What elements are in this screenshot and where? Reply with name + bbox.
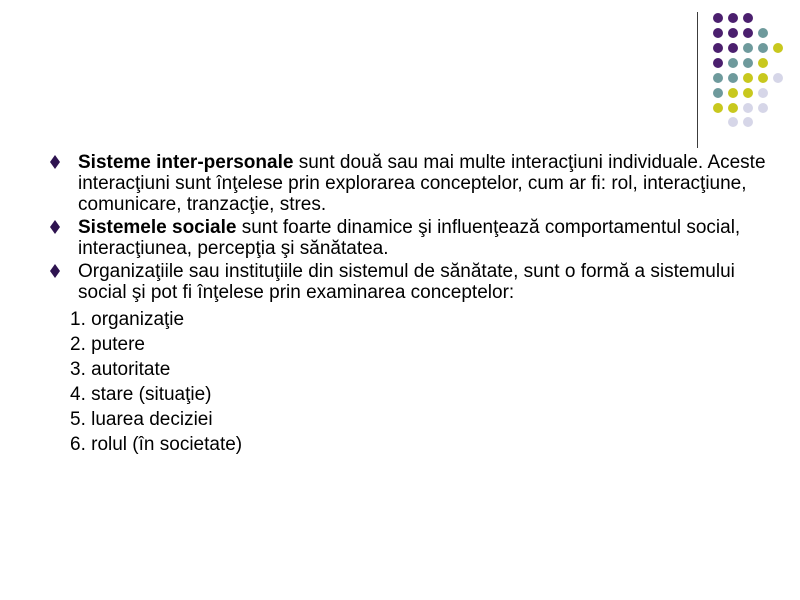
decorative-dot	[758, 58, 768, 68]
decorative-dot	[773, 73, 783, 83]
decorative-dot	[713, 103, 723, 113]
numbered-item: 4. stare (situaţie)	[70, 384, 212, 405]
decorative-dot	[758, 73, 768, 83]
bullet-item	[48, 217, 768, 259]
decorative-dot	[758, 28, 768, 38]
decorative-dot	[743, 58, 753, 68]
numbered-item: 3. autoritate	[70, 359, 171, 380]
decorative-dot	[713, 43, 723, 53]
decorative-dot	[713, 58, 723, 68]
decorative-dot	[743, 117, 753, 127]
bullet-item	[48, 261, 768, 303]
decorative-dot	[758, 88, 768, 98]
decorative-dot	[728, 28, 738, 38]
decorative-dot	[713, 13, 723, 23]
decorative-dot	[743, 73, 753, 83]
decorative-dot	[713, 88, 723, 98]
decorative-dot	[758, 103, 768, 113]
numbered-item: 1. organizaţie	[70, 309, 185, 330]
decorative-dot	[713, 28, 723, 38]
decorative-dot	[713, 73, 723, 83]
decorative-dot	[728, 13, 738, 23]
diamond-bullet-icon	[48, 262, 62, 280]
decorative-dot	[728, 58, 738, 68]
decorative-dot	[743, 88, 753, 98]
decorative-dot-grid	[0, 0, 800, 140]
diamond-bullet-icon	[48, 153, 62, 171]
decorative-dot	[728, 73, 738, 83]
numbered-item: 2. putere	[70, 334, 145, 355]
bullet-text: Organizaţiile sau instituţiile din sistemul de sănătate, sunt o formă a sistemului social şi pot fi înţelese prin examinarea conceptelor:	[78, 261, 735, 303]
decorative-dot	[728, 103, 738, 113]
diamond-bullet-icon	[48, 218, 62, 236]
bullet-bold-term: Sistemele sociale	[78, 217, 237, 238]
decorative-dot	[743, 28, 753, 38]
numbered-item: 6. rolul (în societate)	[70, 434, 243, 455]
decorative-dot	[728, 43, 738, 53]
decorative-dot	[758, 43, 768, 53]
numbered-item: 5. luarea deciziei	[70, 409, 213, 430]
bullet-text: sunt foarte dinamice şi influenţează comportamentul social, interacţiunea, percepţia şi sănătatea.	[78, 217, 741, 259]
bullet-item	[48, 152, 768, 215]
decorative-dot	[743, 103, 753, 113]
decorative-dot	[773, 43, 783, 53]
bullet-text: sunt două sau mai multe interacţiuni individuale. Aceste interacţiuni sunt înţelese prin explorarea conceptelor, cum ar fi: rol, interacţiune, comunicare, tranzacţie, stres.	[78, 152, 766, 215]
decorative-dot	[728, 88, 738, 98]
numbered-list	[48, 307, 768, 457]
decorative-dot	[743, 43, 753, 53]
slide-body	[48, 152, 768, 457]
decorative-dot	[728, 117, 738, 127]
decorative-dot	[743, 13, 753, 23]
bullet-bold-term: Sisteme inter-personale	[78, 152, 294, 173]
